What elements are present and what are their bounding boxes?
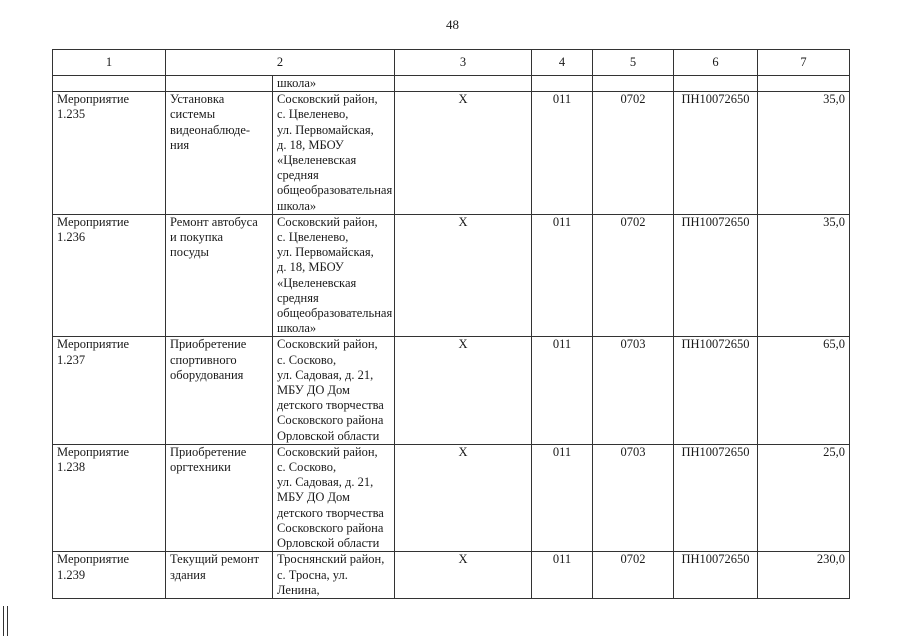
- header-col-1: 1: [53, 50, 166, 76]
- table-row: [53, 337, 850, 444]
- col3-cell: X: [395, 337, 532, 444]
- amount-cell: 230,0: [758, 552, 850, 599]
- measure-cell: Мероприятие 1.236: [53, 214, 166, 337]
- col6-cell: ПН10072650: [674, 92, 758, 215]
- scan-mark: [3, 606, 4, 636]
- col4-cell: 011: [532, 337, 593, 444]
- header-col-6: 6: [674, 50, 758, 76]
- continuation-text: школа»: [273, 76, 395, 92]
- col5-cell: 0702: [593, 552, 674, 599]
- header-col-4: 4: [532, 50, 593, 76]
- col6-cell: ПН10072650: [674, 552, 758, 599]
- table-row: [53, 552, 850, 599]
- col6-cell: ПН10072650: [674, 337, 758, 444]
- col4-cell: 011: [532, 552, 593, 599]
- measure-cell: Мероприятие 1.239: [53, 552, 166, 599]
- continuation-row: [53, 76, 850, 92]
- header-row: [53, 50, 850, 76]
- col3-cell: X: [395, 92, 532, 215]
- col4-cell: 011: [532, 444, 593, 551]
- activity-name-cell: Установка системы видеонаблюде- ния: [166, 92, 273, 215]
- col6-cell: ПН10072650: [674, 444, 758, 551]
- header-col-3: 3: [395, 50, 532, 76]
- measure-cell: Мероприятие 1.235: [53, 92, 166, 215]
- col4-cell: 011: [532, 92, 593, 215]
- table-row: [53, 214, 850, 337]
- col3-cell: X: [395, 444, 532, 551]
- scan-mark: [7, 606, 8, 636]
- activity-name-cell: Ремонт автобуса и покупка посуды: [166, 214, 273, 337]
- measure-cell: Мероприятие 1.237: [53, 337, 166, 444]
- address-cell: Троснянский район, с. Тросна, ул. Ленина,: [273, 552, 395, 599]
- address-cell: Сосковский район, с. Сосково, ул. Садовая, д. 21, МБУ ДО Дом детского творчества Сосковского района Орловской области: [273, 444, 395, 551]
- col5-cell: 0702: [593, 214, 674, 337]
- amount-cell: 35,0: [758, 92, 850, 215]
- measure-cell: Мероприятие 1.238: [53, 444, 166, 551]
- amount-cell: 25,0: [758, 444, 850, 551]
- col4-cell: 011: [532, 214, 593, 337]
- col5-cell: 0703: [593, 444, 674, 551]
- header-col-2: 2: [166, 50, 395, 76]
- col5-cell: 0703: [593, 337, 674, 444]
- col5-cell: 0702: [593, 92, 674, 215]
- table-row: [53, 92, 850, 215]
- activity-name-cell: Текущий ремонт здания: [166, 552, 273, 599]
- header-col-5: 5: [593, 50, 674, 76]
- activity-name-cell: Приобретение спортивного оборудования: [166, 337, 273, 444]
- address-cell: Сосковский район, с. Сосково, ул. Садовая, д. 21, МБУ ДО Дом детского творчества Сосковского района Орловской области: [273, 337, 395, 444]
- activity-name-cell: Приобретение оргтехники: [166, 444, 273, 551]
- address-cell: Сосковский район, с. Цвеленево, ул. Первомайская, д. 18, МБОУ «Цвеленевская средняя общеобразовательная школа»: [273, 214, 395, 337]
- header-col-7: 7: [758, 50, 850, 76]
- amount-cell: 65,0: [758, 337, 850, 444]
- address-cell: Сосковский район, с. Цвеленево, ул. Первомайская, д. 18, МБОУ «Цвеленевская средняя общеобразовательная школа»: [273, 92, 395, 215]
- col6-cell: ПН10072650: [674, 214, 758, 337]
- col3-cell: X: [395, 552, 532, 599]
- table-row: [53, 444, 850, 551]
- col3-cell: X: [395, 214, 532, 337]
- page-number: 48: [446, 17, 459, 32]
- budget-table: [52, 49, 850, 599]
- amount-cell: 35,0: [758, 214, 850, 337]
